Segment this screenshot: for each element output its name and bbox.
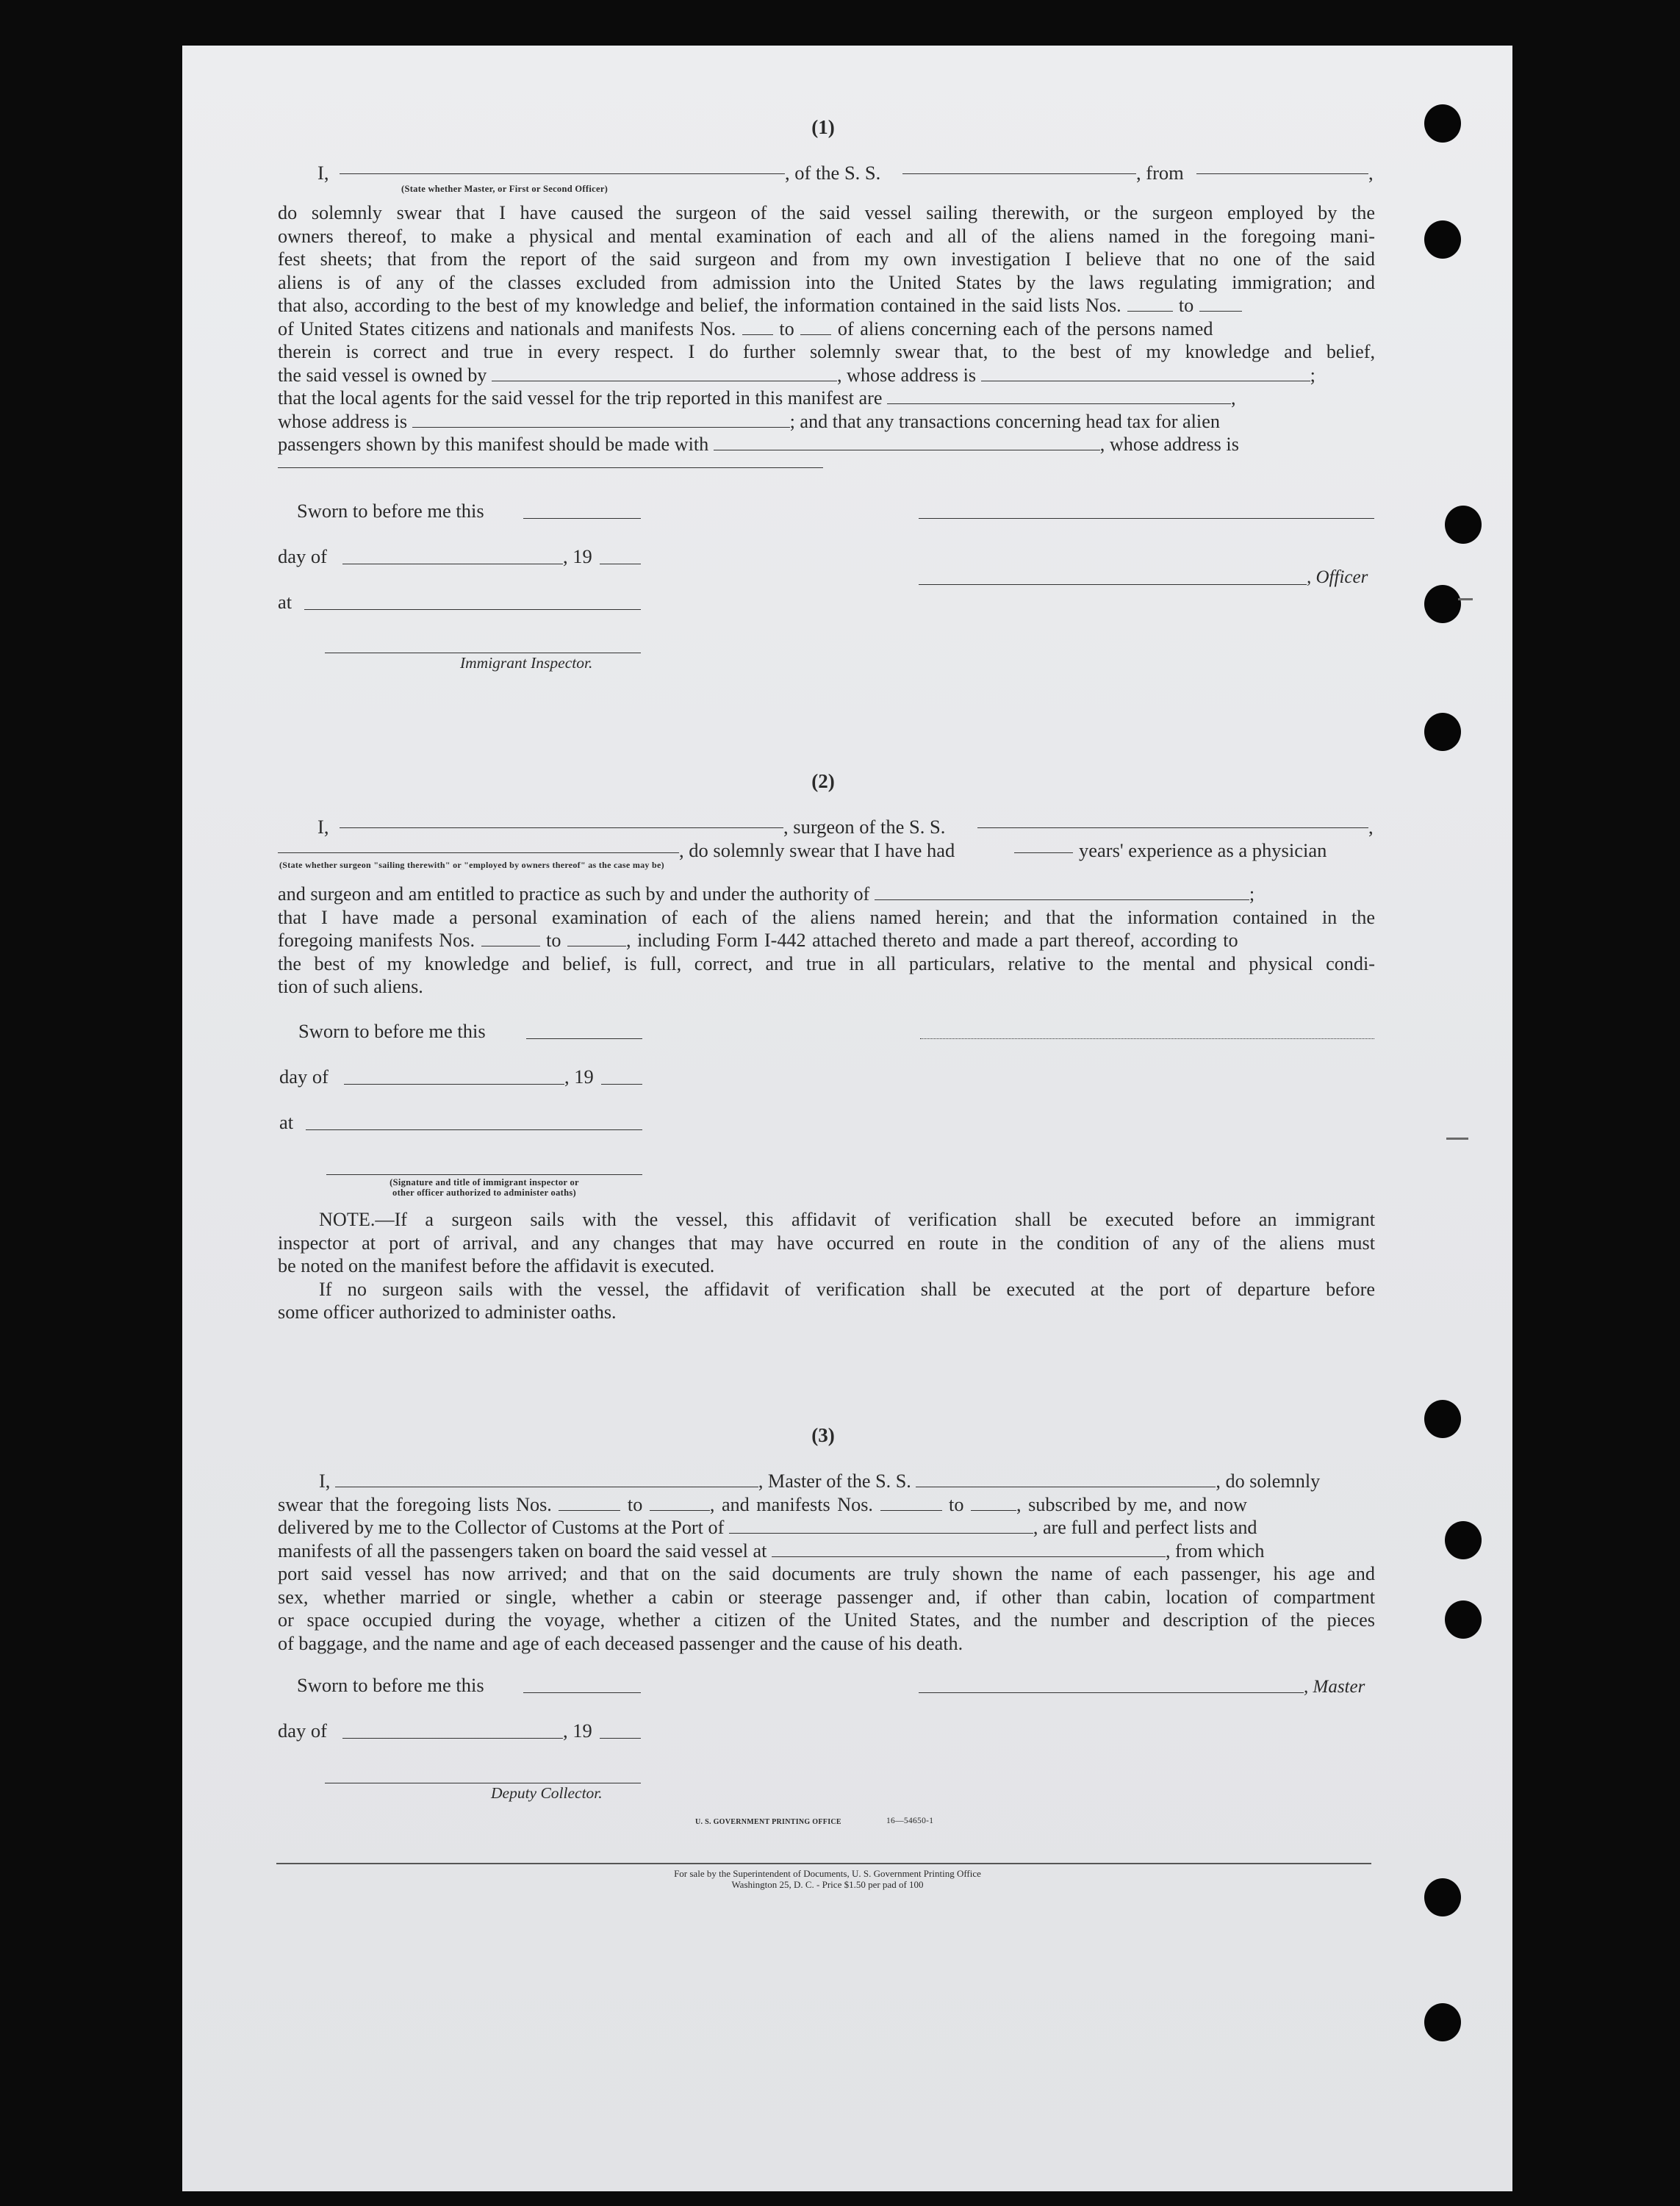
surgeon-status-field[interactable] bbox=[278, 839, 679, 853]
sworn-day-field[interactable] bbox=[523, 507, 641, 519]
margin-mark bbox=[1458, 598, 1473, 600]
owner-address-field[interactable] bbox=[981, 367, 1310, 381]
section-2-oath: and surgeon and am entitled to practice as such by and under the authority of ; that I have made a personal examination of each of the aliens named herein; and that the information contained in the foregoing manifests Nos. to , including Form I-442 attached thereto and made a part thereof, according to the best of my knowledge and belief, is full, correct, and true in all particulars, relative to the mental and physical condi- tion of such aliens. bbox=[278, 883, 1375, 997]
month-field[interactable] bbox=[342, 553, 563, 564]
punch-hole bbox=[1424, 2003, 1461, 2041]
ship-name-field[interactable] bbox=[902, 160, 1136, 174]
departure-port-field[interactable] bbox=[1196, 160, 1368, 174]
agents-address-field[interactable] bbox=[412, 414, 790, 428]
manifest-no-to-field[interactable] bbox=[567, 933, 626, 946]
year-field[interactable] bbox=[601, 1073, 642, 1085]
manifest-no-from-field[interactable] bbox=[742, 321, 773, 335]
manifest-no-from-field[interactable] bbox=[880, 1497, 942, 1511]
punch-hole bbox=[1424, 104, 1461, 143]
punch-hole bbox=[1424, 1400, 1461, 1438]
head-tax-address-field[interactable] bbox=[278, 461, 823, 468]
owner-field[interactable] bbox=[492, 367, 837, 381]
inspector-signature-field[interactable] bbox=[325, 642, 641, 653]
head-tax-party-field[interactable] bbox=[714, 436, 1100, 450]
place-field[interactable] bbox=[306, 1118, 642, 1130]
punch-hole bbox=[1424, 713, 1461, 751]
punch-hole bbox=[1424, 1878, 1461, 1916]
year-label: , 19 bbox=[563, 545, 592, 567]
list-no-to-field[interactable] bbox=[650, 1497, 710, 1511]
years-field[interactable] bbox=[1014, 839, 1073, 853]
officer-signature-field[interactable] bbox=[919, 573, 1307, 585]
year-field[interactable] bbox=[600, 1727, 641, 1739]
section-number: (2) bbox=[811, 770, 835, 792]
margin-mark bbox=[1446, 1138, 1468, 1140]
surgeon-name-field[interactable] bbox=[340, 814, 783, 828]
signature-field[interactable] bbox=[919, 507, 1374, 519]
punch-hole bbox=[1445, 1600, 1482, 1639]
sworn-label: Sworn to before me this bbox=[297, 500, 484, 522]
gpo-imprint: U. S. GOVERNMENT PRINTING OFFICE bbox=[695, 1818, 841, 1826]
punch-hole bbox=[1445, 1521, 1482, 1559]
section-number: (3) bbox=[811, 1424, 835, 1446]
customs-port-field[interactable] bbox=[729, 1520, 1033, 1534]
punch-hole bbox=[1424, 585, 1461, 623]
punch-hole bbox=[1445, 506, 1482, 544]
inspector-signature-field[interactable] bbox=[326, 1164, 642, 1175]
manifest-no-from-field[interactable] bbox=[481, 933, 540, 946]
authority-field[interactable] bbox=[875, 886, 1249, 900]
manifest-no-to-field[interactable] bbox=[800, 321, 831, 335]
master-signature-field[interactable] bbox=[919, 1681, 1304, 1693]
section-number: (1) bbox=[811, 116, 835, 138]
section-1-oath: do solemnly swear that I have caused the surgeon of the said vessel sailing therewith, or the surgeon employed by the owners thereof, to make a physical and mental examination of each and all of the aliens named in the foregoing mani- fest sheets; that from the report of the said surgeon and from my own investigation I believe that no one of the said aliens is of any of the classes excluded from admission into the United States by the laws regulating immigration; and that also, according to the best of my knowledge and belief, the information contained in the said lists Nos. to of United States citizens and nationals and manifests Nos. to of aliens concerning each of the persons named therein is correct and true in every respect. I do further solemnly swear that, to the best of my knowledge and belief, the said vessel is owned by , whose address is ; that the local agents for the said vessel for the trip reported in this manifest are , whose address is ; and that any transactions concerning head tax for alien passengers shown by this manifest should be made with , whose address is bbox=[278, 202, 1375, 455]
day-of-label: day of bbox=[279, 1066, 329, 1088]
list-no-from-field[interactable] bbox=[1127, 298, 1173, 312]
day-of-label: day of bbox=[278, 545, 327, 567]
year-field[interactable] bbox=[600, 553, 641, 564]
footer-rule bbox=[276, 1862, 1371, 1864]
list-no-from-field[interactable] bbox=[559, 1497, 620, 1511]
at-label: at bbox=[278, 591, 292, 613]
manifest-no-to-field[interactable] bbox=[971, 1497, 1016, 1511]
year-label: , 19 bbox=[563, 1720, 592, 1742]
list-no-to-field[interactable] bbox=[1199, 298, 1242, 312]
master-label: , Master bbox=[1304, 1677, 1365, 1697]
officer-hint: (State whether Master, or First or Second Officer) bbox=[401, 184, 609, 194]
ship-name-field[interactable] bbox=[916, 1473, 1216, 1487]
officer-name-field[interactable] bbox=[340, 160, 785, 174]
master-name-field[interactable] bbox=[335, 1473, 758, 1487]
surgeon-hint: (State whether surgeon "sailing therewith" or "employed by owners thereof" as the case may be) bbox=[279, 860, 664, 870]
officer-label: , Officer bbox=[1307, 567, 1368, 587]
collector-label: Deputy Collector. bbox=[491, 1784, 603, 1802]
place-field[interactable] bbox=[304, 598, 641, 610]
sworn-label: Sworn to before me this bbox=[298, 1020, 486, 1042]
month-field[interactable] bbox=[342, 1727, 563, 1739]
at-label: at bbox=[279, 1111, 294, 1133]
signature-field[interactable] bbox=[920, 1027, 1374, 1039]
sworn-label: Sworn to before me this bbox=[297, 1674, 484, 1696]
local-agents-field[interactable] bbox=[887, 390, 1231, 404]
form-number: 16—54650-1 bbox=[886, 1817, 934, 1825]
sale-notice: For sale by the Superintendent of Documents, U. S. Government Printing Office Washington 25, D. C. - Price $1.50 per pad of 100 bbox=[674, 1868, 981, 1890]
sworn-day-field[interactable] bbox=[526, 1027, 642, 1039]
ship-name-field[interactable] bbox=[977, 814, 1368, 828]
signature-hint: (Signature and title of immigrant inspector or other officer authorized to administer oaths) bbox=[390, 1177, 579, 1198]
embarkation-port-field[interactable] bbox=[772, 1543, 1166, 1557]
month-field[interactable] bbox=[344, 1073, 564, 1085]
day-of-label: day of bbox=[278, 1720, 327, 1742]
section-3-oath: I, , Master of the S. S. , do solemnly swear that the foregoing lists Nos. to , and manifests Nos. to , subscribed by me, and now delivered by me to the Collector of Customs at the Port of , are full and perfect lists and manifests of all the passengers taken on board the said vessel at , from which port said vessel has now arrived; and that on the said documents are truly shown the name of each passenger, his age and sex, whether married or single, whether a cabin or steerage passenger and, if other than cabin, location of compartment or space occupied during the voyage, whether a citizen of the United States, and the number and description of the pieces of baggage, and the name and age of each deceased passenger and the cause of his death. bbox=[278, 1470, 1375, 1654]
year-label: , 19 bbox=[564, 1066, 594, 1088]
sworn-day-field[interactable] bbox=[523, 1681, 641, 1693]
surgeon-note: NOTE.—If a surgeon sails with the vessel, this affidavit of verification shall be executed before an immigrant inspector at port of arrival, and any changes that may have occurred en route in the condition of any of the aliens must be noted on the manifest before the affidavit is executed. If no surgeon sails with the vessel, the affidavit of verification shall be executed at the port of departure before some officer authorized to administer oaths. bbox=[278, 1209, 1375, 1323]
inspector-label: Immigrant Inspector. bbox=[460, 654, 593, 672]
punch-hole bbox=[1424, 220, 1461, 259]
collector-signature-field[interactable] bbox=[325, 1772, 641, 1783]
